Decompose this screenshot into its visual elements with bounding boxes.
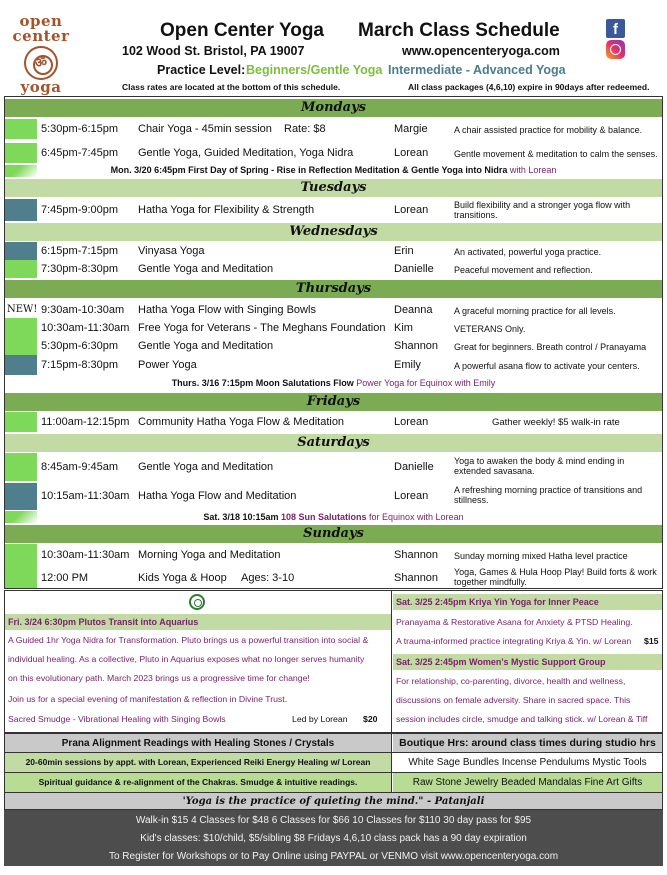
class-teacher: Lorean	[394, 204, 429, 216]
day-header-wednesday: Wednesdays	[5, 223, 662, 241]
schedule-table	[4, 96, 663, 589]
event-title: Sat. 3/18 10:15am	[203, 512, 279, 522]
studio-name: Open Center Yoga	[160, 20, 324, 41]
class-time: 5:30pm-6:30pm	[41, 340, 119, 352]
pricing-line: Kid's classes: $10/child, $5/sibling $8 Fridays 4,6,10 class pack has a 90 day expiration	[140, 833, 527, 844]
practice-level-label: Practice Level:	[157, 63, 246, 77]
level-swatch-intermediate	[5, 199, 37, 221]
class-name: Power Yoga	[138, 359, 197, 371]
class-teacher: Lorean	[394, 147, 429, 159]
class-time: 9:30am-10:30am	[41, 304, 125, 316]
class-teacher: Lorean	[394, 490, 429, 502]
workshop-title: Sat. 3/25 2:45pm Kriya Yin Yoga for Inner Peace	[393, 594, 662, 610]
day-header-thursday: Thursdays	[5, 280, 662, 298]
class-description: An activated, powerful yoga practice.	[454, 247, 602, 257]
header	[0, 0, 667, 96]
class-row	[5, 242, 662, 260]
class-description: Peaceful movement and reflection.	[454, 265, 593, 275]
class-time: 7:15pm-8:30pm	[41, 359, 119, 371]
workshop-saturday	[393, 591, 662, 732]
address: 102 Wood St. Bristol, PA 19007	[122, 44, 305, 58]
level-swatch-beginner	[5, 119, 37, 139]
class-teacher: Emily	[394, 359, 421, 371]
level-swatch-beginner	[5, 566, 37, 588]
flower-of-life-icon	[189, 594, 205, 610]
workshop-pluto	[5, 591, 392, 732]
workshop-text-line: Sacred Smudge - Vibrational Healing with Singing Bowls	[8, 714, 226, 724]
level-beginner: Beginners/Gentle Yoga	[246, 63, 383, 77]
prana-line: Spiritual guidance & re-alignment of the Chakras. Smudge & intuitive readings.	[5, 773, 392, 792]
class-row	[5, 412, 662, 432]
event-title: Mon. 3/20 6:45pm First Day of Spring - Rise in Reflection Meditation & Gentle Yoga into Nidra	[110, 165, 508, 175]
level-swatch-intermediate	[5, 355, 37, 375]
class-teacher: Deanna	[394, 304, 433, 316]
class-name: Gentle Yoga and Meditation	[138, 340, 274, 352]
class-time: 12:00 PM	[41, 572, 89, 584]
register-line[interactable]: To Register for Workshops or to Pay Online using PAYPAL or VENMO visit www.opencenteryoga.com	[108, 851, 559, 862]
class-row	[5, 119, 662, 139]
class-row	[5, 318, 662, 337]
facebook-icon[interactable]: f	[606, 19, 625, 38]
workshop-title: Sat. 3/25 2:45pm Women's Mystic Support Group	[393, 654, 662, 670]
class-row	[5, 199, 662, 221]
prana-title: Prana Alignment Readings with Healing Stones / Crystals	[5, 734, 392, 752]
class-description: Gentle movement & meditation to calm the senses.	[454, 149, 658, 159]
class-row	[5, 337, 662, 355]
om-symbol-icon: ॐ	[24, 46, 58, 80]
event-highlight: 108 Sun Salutations	[278, 512, 367, 522]
class-row	[5, 566, 662, 588]
class-rate: Rate: $8	[284, 123, 326, 135]
level-swatch-beginner	[5, 143, 37, 163]
class-name: Chair Yoga - 45min session	[138, 123, 272, 135]
class-description: Gather weekly! $5 walk-in rate	[492, 417, 620, 428]
class-teacher: Margie	[394, 123, 428, 135]
class-teacher: Lorean	[394, 416, 429, 428]
workshop-text-line: session includes circle, smudge and talking stick. w/ Lorean & Tiff	[396, 714, 648, 724]
workshop-text-line: Join us for a special evening of manifestation & reflection in Divine Trust.	[8, 694, 288, 704]
class-ages: Ages: 3-10	[241, 572, 295, 584]
class-teacher: Shannon	[394, 572, 439, 584]
class-description: VETERANS Only.	[454, 324, 526, 334]
level-swatch-beginner	[5, 318, 37, 337]
workshop-title: Fri. 3/24 6:30pm Plutos Transit into Aquarius	[5, 614, 391, 630]
class-description: A graceful morning practice for all levels.	[454, 306, 616, 316]
workshop-text-line: individual healing. As a collective, Pluto in Aquarius exposes what no longer serves humanity	[8, 654, 365, 664]
special-event-saturday	[5, 512, 662, 522]
class-teacher: Erin	[394, 245, 414, 257]
level-swatch-intermediate	[5, 242, 37, 260]
workshop-price: $15	[644, 636, 659, 646]
class-name: Morning Yoga and Meditation	[138, 549, 281, 561]
website-link[interactable]: www.opencenteryoga.com	[402, 44, 560, 58]
class-teacher: Danielle	[394, 263, 434, 275]
class-row	[5, 300, 662, 318]
workshop-text-line: discussions on female adversity. Share in sacred space. This	[396, 695, 631, 705]
new-badge: NEW!	[7, 304, 38, 315]
logo-text-yoga: yoga	[20, 78, 62, 96]
level-swatch-beginner	[5, 260, 37, 278]
packages-note: All class packages (4,6,10) expire in 90days after redeemed.	[408, 82, 650, 92]
day-header-saturday: Saturdays	[5, 434, 662, 452]
instagram-icon[interactable]	[606, 40, 625, 59]
pricing-footer	[4, 810, 663, 866]
class-time: 10:15am-11:30am	[41, 490, 130, 502]
class-description: Yoga to awaken the body & mind ending in extended savasana.	[454, 456, 625, 476]
pricing-line: Walk-in $15 4 Classes for $48 6 Classes for $66 10 Classes for $110 30 day pass for $95	[135, 815, 532, 826]
class-description: Yoga, Games & Hula Hoop Play! Build forts & work together mindfully.	[454, 567, 657, 587]
class-name: Free Yoga for Veterans - The Meghans Foundation	[138, 322, 386, 334]
class-teacher: Danielle	[394, 461, 434, 473]
class-name: Hatha Yoga for Flexibility & Strength	[138, 204, 315, 216]
event-detail: with Lorean	[507, 165, 557, 175]
workshop-text-line: Pranayama & Restorative Asana for Anxiety & PTSD Healing.	[396, 617, 633, 627]
class-time: 5:30pm-6:15pm	[41, 123, 119, 135]
level-swatch-beginner	[5, 412, 37, 432]
workshop-text-line: on this evolutionary path. March 2023 brings us a progressive time for change!	[8, 673, 310, 683]
class-time: 6:15pm-7:15pm	[41, 245, 119, 257]
logo-text-center: center	[12, 27, 70, 45]
workshop-text-line: A Guided 1hr Yoga Nidra for Transformation. Pluto brings us a powerful transition into social &	[8, 635, 369, 645]
class-time: 7:30pm-8:30pm	[41, 263, 119, 275]
class-time: 6:45pm-7:45pm	[41, 147, 119, 159]
class-description: A chair assisted practice for mobility & balance.	[454, 125, 643, 135]
level-swatch-beginner	[5, 544, 37, 566]
class-name: Gentle Yoga, Guided Meditation, Yoga Nidra	[138, 147, 354, 159]
class-description: Build flexibility and a stronger yoga flow with transitions.	[454, 200, 631, 220]
class-row	[5, 483, 662, 510]
class-description: A refreshing morning practice of transitions and stillness.	[454, 485, 643, 505]
workshop-text-line: A trauma-informed practice integrating Kriya & Yin. w/ Lorean	[396, 636, 632, 646]
workshop-text-line: For relationship, co-parenting, divorce, health and wellness,	[396, 676, 626, 686]
event-detail: Power Yoga for Equinox with Emily	[353, 378, 496, 388]
class-time: 10:30am-11:30am	[41, 322, 130, 334]
services-row	[4, 753, 663, 773]
quote: 'Yoga is the practice of quieting the mind." - Patanjali	[4, 793, 663, 810]
class-time: 7:45pm-9:00pm	[41, 204, 119, 216]
special-event-monday	[5, 165, 662, 175]
services-row	[4, 773, 663, 793]
class-row	[5, 544, 662, 566]
class-name: Community Hatha Yoga Flow & Meditation	[138, 416, 345, 428]
day-header-monday: Mondays	[5, 99, 662, 117]
class-name: Kids Yoga & Hoop	[138, 572, 227, 584]
event-title: Thurs. 3/16 7:15pm Moon Salutations Flow	[171, 378, 354, 388]
boutique-title: Boutique Hrs: around class times during studio hrs	[393, 734, 662, 752]
class-row	[5, 260, 662, 278]
logo-text-open: open	[19, 12, 63, 30]
studio-logo[interactable]	[10, 14, 72, 94]
class-row	[5, 143, 662, 163]
class-name: Vinyasa Yoga	[138, 245, 205, 257]
class-row	[5, 355, 662, 375]
day-header-sunday: Sundays	[5, 525, 662, 543]
class-description: A powerful asana flow to activate your centers.	[454, 361, 640, 371]
day-header-tuesday: Tuesdays	[5, 179, 662, 197]
level-swatch-beginner	[5, 453, 37, 481]
class-description: Sunday morning mixed Hatha level practice	[454, 551, 628, 561]
class-name: Hatha Yoga Flow with Singing Bowls	[138, 304, 316, 316]
workshop-leader: Led by Lorean	[292, 714, 348, 724]
boutique-items: White Sage Bundles Incense Pendulums Mystic Tools	[408, 757, 647, 768]
class-time: 11:00am-12:15pm	[41, 416, 130, 428]
schedule-title: March Class Schedule	[358, 20, 560, 41]
class-name: Gentle Yoga and Meditation	[138, 263, 274, 275]
event-detail: for Equinox with Lorean	[366, 512, 464, 522]
workshops-section	[4, 590, 663, 733]
level-swatch-beginner	[5, 337, 37, 355]
day-header-friday: Fridays	[5, 393, 662, 411]
level-swatch-intermediate	[5, 483, 37, 510]
class-teacher: Kim	[394, 322, 413, 334]
prana-line: 20-60min sessions by appt. with Lorean, Experienced Reiki Energy Healing w/ Lorean	[5, 753, 392, 772]
rates-note: Class rates are located at the bottom of this schedule.	[122, 82, 341, 92]
services-header-row	[4, 733, 663, 753]
boutique-items: Raw Stone Jewelry Beaded Mandalas Fine Art Gifts	[393, 773, 662, 792]
class-row	[5, 453, 662, 481]
class-name: Gentle Yoga and Meditation	[138, 461, 274, 473]
level-intermediate: Intermediate - Advanced Yoga	[388, 63, 566, 77]
class-time: 10:30am-11:30am	[41, 549, 130, 561]
class-name: Hatha Yoga Flow and Meditation	[138, 490, 297, 502]
workshop-price: $20	[363, 714, 378, 724]
class-description: Great for beginners. Breath control / Pranayama	[454, 342, 647, 352]
special-event-thursday	[5, 378, 662, 388]
class-teacher: Shannon	[394, 340, 439, 352]
class-time: 8:45am-9:45am	[41, 461, 119, 473]
class-teacher: Shannon	[394, 549, 439, 561]
